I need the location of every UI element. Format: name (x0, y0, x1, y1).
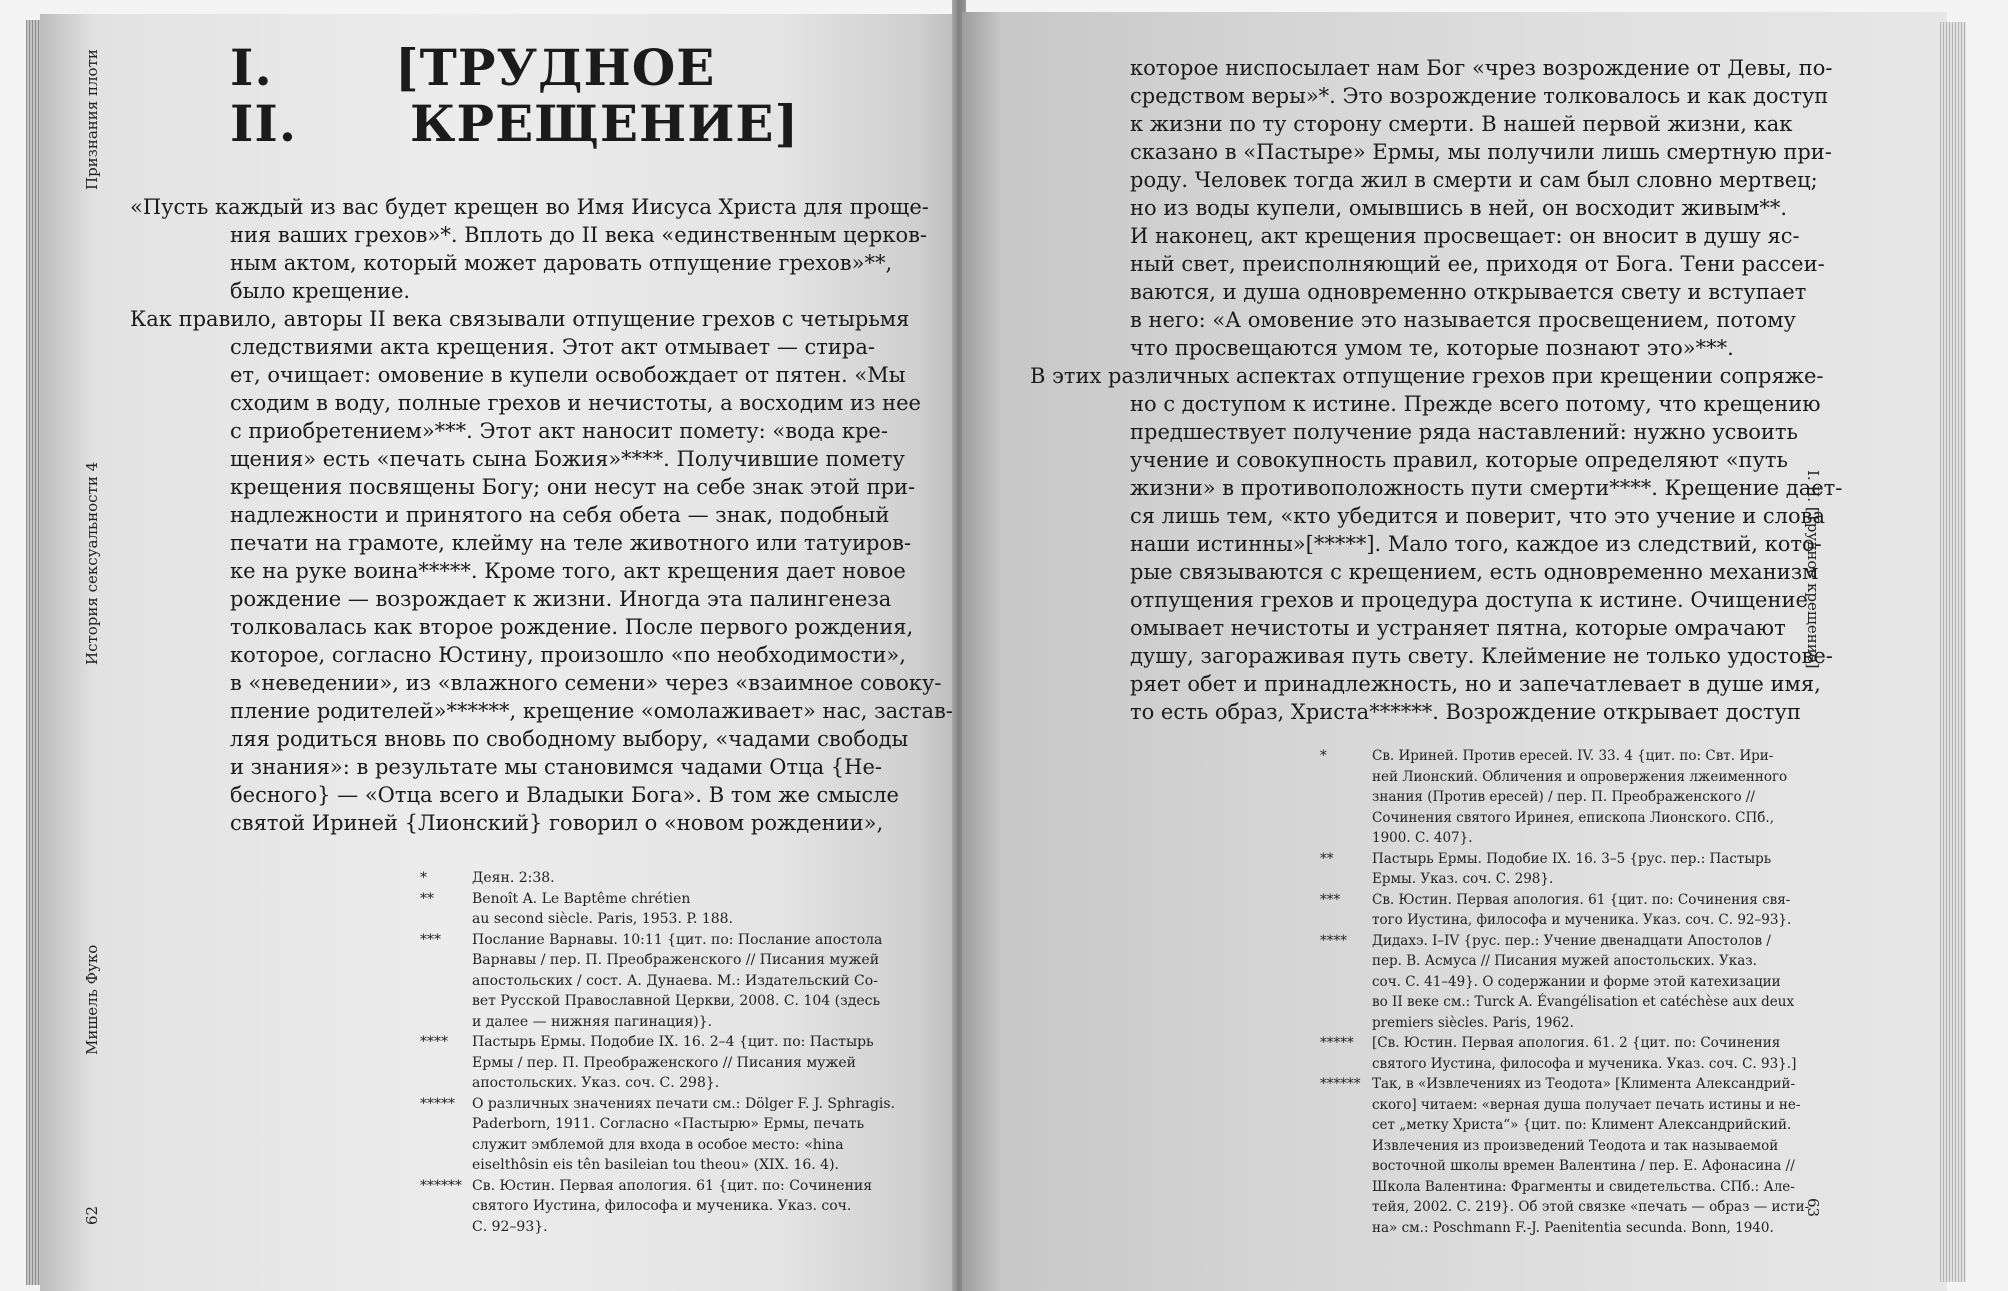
body-line: рождение — возрождает к жизни. Иногда эта палингенеза (230, 587, 892, 611)
footnote-line: знания (Против ересей) / пер. П. Преображенского // (1372, 789, 1755, 805)
footnote-line: во II веке см.: Turck A. Évangélisation et catéchèse aux deux (1372, 994, 1795, 1010)
footnote-mark: ****** (1320, 1076, 1361, 1092)
footnote-line: служит эмблемой для входа в особое место: «hina (472, 1136, 844, 1153)
body-line: ваются, и душа одновременно открывается свету и вступает (1130, 280, 1807, 304)
footnote-line: Ермы / пер. П. Преображенского // Писания мужей (472, 1054, 856, 1071)
footnote-line: Сочинения святого Иринея, епископа Лионского. СПб., (1372, 809, 1774, 826)
body-line: пление родителей»******, крещение «омолаживает» нас, застав- (230, 699, 953, 723)
footnote-line: ****** Св. Юстин. Первая апология. 61 {цит. по: Сочинения (420, 1176, 895, 1197)
footnote-mark: *** (1320, 891, 1341, 908)
footnote-line: **** Дидахэ. I–IV {рус. пер.: Учение двенадцати Апостолов / (1320, 931, 1809, 952)
body-line: ный свет, преисполняющий ее, приходя от Бога. Тени рассеи- (1130, 252, 1825, 276)
body-line: с приобретением»***. Этот акт наносит помету: «вода кре- (230, 419, 888, 443)
body-line: «Пусть каждый из вас будет крещен во Имя Иисуса Христа для проще- (130, 195, 929, 219)
footnote-mark: ***** (1320, 1035, 1354, 1051)
footnote-line: Школа Валентина: Фрагменты и свидетельства. СПб.: Але- (1372, 1178, 1795, 1195)
body-line: жизни» в противоположность пути смерти****. Крещение дает- (1130, 476, 1843, 500)
footnote-mark: ** (420, 890, 434, 907)
body-line: отпущения грехов и процедура доступа к истине. Очищение (1130, 588, 1808, 612)
body-line: ляя родиться вновь по свободному выбору, «чадами свободы (230, 727, 909, 751)
footnote-line: восточной школы времен Валентина / пер. Е. Афонасина // (1372, 1158, 1795, 1174)
footnote-line: ****** Так, в «Извлечениях из Теодота» [Климента Александрий- (1320, 1074, 1809, 1095)
footnote-mark: *** (420, 931, 441, 948)
running-chapter-title: I. II. [Трудное крещение] (1804, 470, 1822, 669)
footnote-line: тейя, 2002. С. 219}. Об этой связке «печать — образ — исти- (1372, 1199, 1810, 1215)
left-body-text (130, 193, 953, 837)
footnote-line: того Иустина, философа и мученика. Указ. соч. С. 92–93}. (1372, 912, 1792, 928)
footnote-line: Варнавы / пер. П. Преображенского // Писания мужей (472, 952, 880, 968)
body-line: Как правило, авторы II века связывали отпущение грехов с четырьмя (130, 307, 910, 331)
footnote-mark: ****** (420, 1177, 462, 1194)
footnote-line: ** Benoît A. Le Baptême chrétien (420, 889, 895, 910)
footnote-line: С. 92–93}. (472, 1218, 548, 1235)
author-name: Мишель Фуко (83, 944, 101, 1055)
footnote-mark: * (420, 870, 427, 886)
footnote-line: *** Св. Юстин. Первая апология. 61 {цит. по: Сочинения свя- (1320, 890, 1809, 911)
chapter-title-line-2: КРЕЩЕНИЕ] (410, 94, 800, 153)
body-line: то есть образ, Христа******. Возрождение открывает доступ (1130, 700, 1801, 724)
page-number-right: 63 (1804, 1198, 1822, 1218)
body-line: в него: «А омовение это называется просвещением, потому (1130, 308, 1796, 332)
body-line: надлежности и принятого на себя обета — знак, подобный (230, 503, 890, 527)
footnote-line: сет „метку Христа“» {цит. по: Климент Александрийский. (1372, 1117, 1792, 1133)
body-line: которое, согласно Юстину, произошло «по необходимости», (230, 643, 906, 667)
footnote-line: * Деян. 2:38. (420, 868, 895, 889)
body-line: И наконец, акт крещения просвещает: он вносит в душу яс- (1130, 224, 1800, 248)
footnote-line: ней Лионский. Обличения и опровержения лжеименного (1372, 768, 1788, 785)
footnote-line: *** Послание Варнавы. 10:11 {цит. по: Послание апостола (420, 930, 895, 951)
right-footnotes (1320, 746, 1809, 1238)
footnote-line: eiselthôsin eis tên basileian tou theou» (XIX. 16. 4). (472, 1157, 839, 1173)
body-line: бесного} — «Отца всего и Владыки Бога». В том же смысле (230, 783, 899, 807)
footnote-line: вет Русской Православной Церкви, 2008. С. 104 (здесь (472, 993, 881, 1009)
body-line: ке на руке воина*****. Кроме того, акт крещения дает новое (230, 559, 906, 583)
body-line: средством веры»*. Это возрождение толковалось и как доступ (1130, 84, 1829, 108)
page-edges-right (1940, 22, 1966, 1282)
body-line: душу, загораживая путь свету. Клеймение не только удостове- (1130, 644, 1833, 668)
footnote-line: на» см.: Poschmann F.-J. Paenitentia secunda. Bonn, 1940. (1372, 1219, 1774, 1236)
chapter-number: I. II. (230, 38, 298, 153)
footnote-line: Ермы. Указ. соч. С. 298}. (1372, 871, 1554, 887)
body-line: печати на грамоте, клейму на теле животного или татуиров- (230, 531, 912, 555)
body-line: что просвещаются умом те, которые познают это»***. (1130, 336, 1734, 360)
footnote-mark: * (1320, 748, 1327, 764)
body-line: к жизни по ту сторону смерти. В нашей первой жизни, как (1130, 112, 1793, 136)
footnote-line: Paderborn, 1911. Согласно «Пастырю» Ермы, печать (472, 1116, 865, 1132)
body-line: В этих различных аспектах отпущение грехов при крещении сопряже- (1030, 364, 1824, 388)
chapter-title-line-1: [ТРУДНОЕ (395, 38, 716, 97)
footnote-line: и далее — нижняя пагинация)}. (472, 1013, 713, 1030)
footnote-line: пер. В. Асмуса // Писания мужей апостольских. Указ. (1372, 953, 1757, 969)
footnote-line: * Св. Ириней. Против ересей. IV. 33. 4 {цит. по: Свт. Ири- (1320, 746, 1809, 767)
body-line: которое ниспосылает нам Бог «чрез возрождение от Девы, по- (1130, 56, 1833, 80)
page-number-left: 62 (83, 1205, 101, 1225)
body-line: предшествует получение ряда наставлений: нужно усвоить (1130, 420, 1798, 444)
footnote-line: апостольских / сост. А. Дунаева. М.: Издательский Со- (472, 972, 878, 989)
footnote-line: au second siècle. Paris, 1953. P. 188. (472, 911, 734, 927)
body-line: сходим в воду, полные грехов и нечистоты, а восходим из нее (230, 391, 921, 415)
footnote-line: ***** [Св. Юстин. Первая апология. 61. 2 {цит. по: Сочинения (1320, 1033, 1809, 1054)
body-line: было крещение. (230, 279, 411, 303)
body-line: щения» есть «печать сына Божия»****. Получившие помету (230, 447, 905, 471)
footnote-line: **** Пастырь Ермы. Подобие IX. 16. 2–4 {цит. по: Пастырь (420, 1032, 895, 1053)
footnote-line: Извлечения из произведений Теодота и так называемой (1372, 1137, 1779, 1154)
footnote-mark: **** (420, 1034, 448, 1050)
series-title: История сексуальности 4 (83, 461, 101, 665)
footnote-line: святого Иустина, философа и мученика. Указ. соч. (472, 1198, 852, 1214)
running-title: Признания плоти (83, 49, 101, 190)
left-footnotes (420, 868, 895, 1237)
footnote-line: ского] читаем: «верная душа получает печать истины и не- (1372, 1096, 1801, 1113)
footnote-line: апостольских. Указ. соч. С. 298}. (472, 1075, 720, 1091)
footnote-line: premiers siècles. Paris, 1962. (1372, 1014, 1574, 1031)
body-line: крещения посвящены Богу; они несут на себе знак этой при- (230, 475, 916, 499)
body-line: толковалась как второе рождение. После первого рождения, (230, 615, 914, 639)
body-line: ся лишь тем, «кто убедится и поверит, что это учение и слова (1130, 504, 1825, 528)
body-line: ния ваших грехов»*. Вплоть до II века «единственным церков- (230, 223, 928, 247)
footnote-line: ***** О различных значениях печати см.: Dölger F. J. Sphragis. (420, 1094, 895, 1115)
body-line: следствиями акта крещения. Этот акт отмывает — стира- (230, 335, 875, 359)
footnote-line: святого Иустина, философа и мученика. Указ. соч. С. 93}.] (1372, 1055, 1797, 1072)
footnote-line: соч. С. 41–49}. О содержании и форме этой катехизации (1372, 973, 1781, 990)
footnote-mark: ** (1320, 850, 1334, 867)
body-line: но из воды купели, омывшись в ней, он восходит живым**. (1130, 196, 1788, 220)
body-line: наши истинны»[*****]. Мало того, каждое из следствий, кото- (1130, 532, 1822, 556)
body-line: учение и совокупность правил, которые определяют «путь (1130, 448, 1788, 472)
footnote-mark: ***** (420, 1095, 455, 1112)
body-line: святой Ириней {Лионский} говорил о «новом рождении», (230, 811, 884, 835)
body-line: ным актом, который может даровать отпущение грехов»**, (230, 251, 893, 275)
footnote-line: ** Пастырь Ермы. Подобие IX. 16. 3–5 {рус. пер.: Пастырь (1320, 849, 1809, 870)
body-line: в «неведении», из «влажного семени» через «взаимное совоку- (230, 671, 942, 695)
body-line: и знания»: в результате мы становимся чадами Отца {Не- (230, 755, 882, 779)
footnote-line: 1900. С. 407}. (1372, 830, 1473, 846)
body-line: но с доступом к истине. Прежде всего потому, что крещению (1130, 392, 1821, 416)
footnote-mark: **** (1320, 932, 1347, 949)
body-line: омывает нечистоты и устраняет пятна, которые омрачают (1130, 616, 1786, 640)
body-line: роду. Человек тогда жил в смерти и сам был словно мертвец; (1130, 168, 1818, 192)
right-body-text (1030, 54, 1842, 726)
body-line: ет, очищает: омовение в купели освобождает от пятен. «Мы (230, 363, 906, 387)
body-line: рые связываются с крещением, есть одновременно механизм (1130, 560, 1819, 584)
body-line: ряет обет и принадлежность, но и запечатлевает в душе имя, (1130, 672, 1821, 696)
body-line: сказано в «Пастыре» Ермы, мы получили лишь смертную при- (1130, 140, 1832, 164)
